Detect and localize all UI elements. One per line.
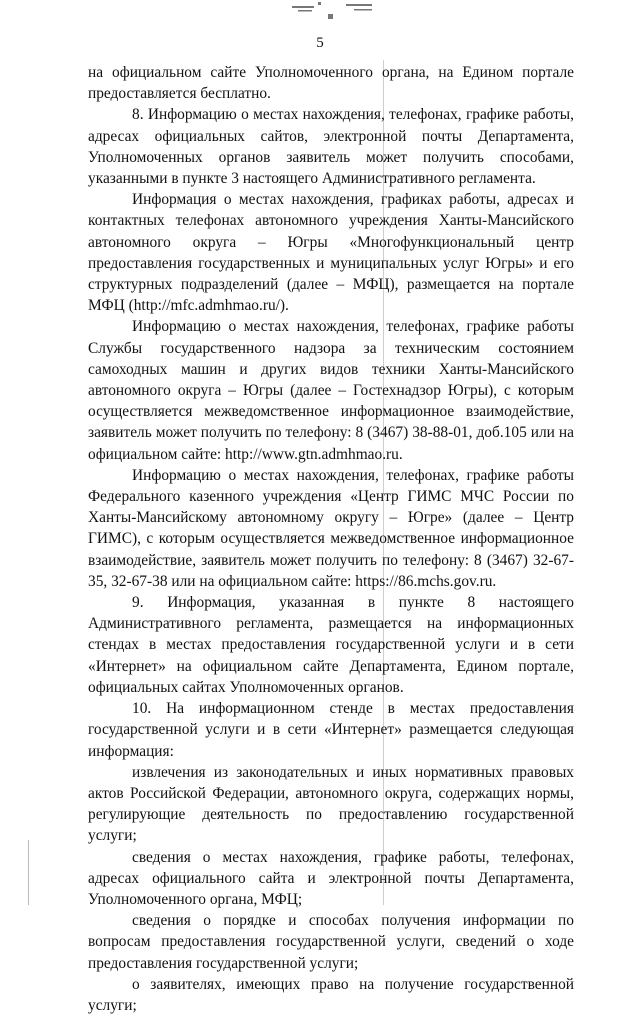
paragraph-gostechnadzor-info: Информацию о местах нахождения, телефонах, графике работы Службы государственного надзора за техническим состоянием самоходных машин и других видов техники Ханты-Мансийского автономного округа – Югры (далее – Гостехнадзор Югры), с которым осуществляется межведомственное информационное взаимодействие, заявитель может получить по телефону: 8 (3467) 38-88-01, доб.105 или на официальном сайте: http://www.gtn.admhmao.ru. bbox=[88, 318, 574, 463]
list-item-procedure: сведения о порядке и способах получения информации по вопросам предоставления государственной услуги, сведений о ходе предоставления государственной услуги; bbox=[88, 912, 574, 972]
paragraph-9: 9. Информация, указанная в пункте 8 настоящего Административного регламента, размещается на информационных стендах в местах предоставления государственной услуги и в сети «Интернет» на официальном сайте Департамента, Едином портале, официальных сайтах Уполномоченных органов. bbox=[88, 594, 574, 696]
list-item-legal-extracts: извлечения из законодательных и иных нормативных правовых актов Российской Федерации, автономного округа, содержащих нормы, регулирующие деятельность по предоставлению государственной услуги; bbox=[88, 763, 574, 845]
page-number: 5 bbox=[316, 35, 324, 51]
scan-artifact bbox=[288, 0, 408, 26]
document-body bbox=[88, 62, 574, 1016]
paragraph-8: 8. Информацию о местах нахождения, телефонах, графике работы, адресах официальных сайтов, электронной почты Департамента, Уполномоченных органов заявитель может получить способами, указанными в пункте 3 настоящего Административного регламента. bbox=[88, 106, 574, 188]
list-item-locations: сведения о местах нахождения, графике работы, телефонах, адресах официального сайта и электронной почты Департамента, Уполномоченного органа, МФЦ; bbox=[88, 848, 574, 908]
list-item-applicants: о заявителях, имеющих право на получение государственной услуги; bbox=[88, 975, 574, 1014]
paragraph-mfc-info: Информация о местах нахождения, графиках работы, адресах и контактных телефонах автономного учреждения Ханты-Мансийского автономного округа – Югры «Многофункциональный центр предоставления государственных и муниципальных услуг Югры» и его структурных подразделений (далее – МФЦ), размещается на портале МФЦ (http://mfc.admhmao.ru/). bbox=[88, 191, 574, 315]
paragraph-gims-info: Информацию о местах нахождения, телефонах, графике работы Федерального казенного учреждения «Центр ГИМС МЧС России по Ханты-Мансийскому автономному округу – Югре» (далее – Центр ГИМС), с которым осуществляется межведомственное информационное взаимодействие, заявитель может получить по телефону: 8 (3467) 32-67-35, 32-67-38 или на официальном сайте: https://86.mchs.gov.ru. bbox=[88, 466, 574, 590]
scan-edge-line bbox=[28, 840, 29, 905]
paragraph-10: 10. На информационном стенде в местах предоставления государственной услуги и в сети «Интернет» размещается следующая информация: bbox=[88, 700, 574, 760]
paragraph-continuation: на официальном сайте Уполномоченного органа, на Едином портале предоставляется бесплатно. bbox=[88, 64, 574, 103]
